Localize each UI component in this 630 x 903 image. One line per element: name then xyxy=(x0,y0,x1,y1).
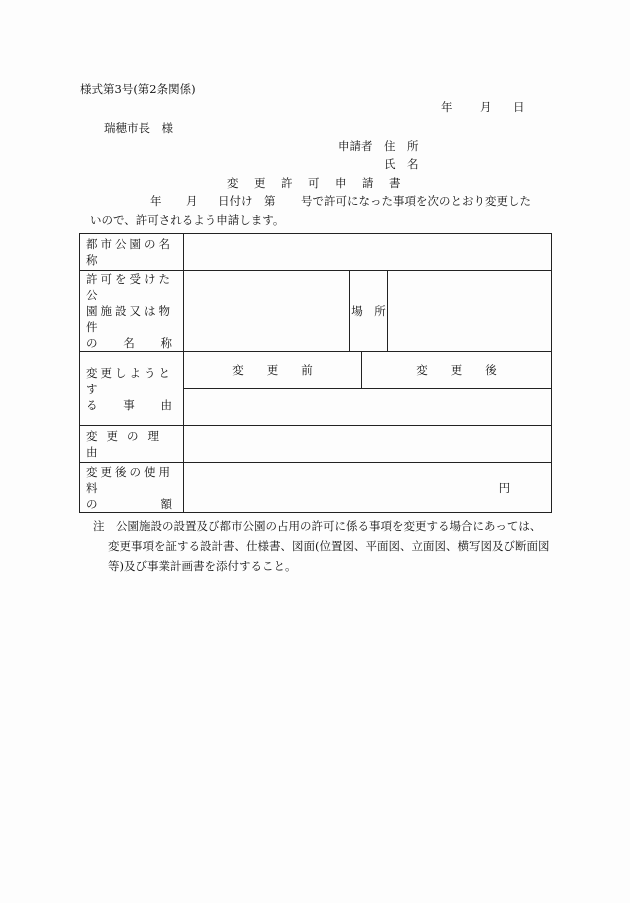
permitted-facility-label xyxy=(80,271,184,352)
reason-label: 変更の理由 xyxy=(80,426,184,463)
addressee: 瑞穂市長 様 xyxy=(104,121,173,135)
applicant-address-label: 申請者 住 所 xyxy=(338,139,419,153)
change-reason-ji: 事 xyxy=(123,397,138,412)
date-year: 年 xyxy=(441,100,453,114)
park-name-label: 都市公園の名称 xyxy=(80,234,184,271)
fee-field[interactable] xyxy=(184,463,552,513)
body-text-2: いので、許可されるよう申請します。 xyxy=(90,213,285,227)
body-year: 年 xyxy=(150,194,162,208)
change-content-field[interactable] xyxy=(184,389,552,426)
form-number: 様式第3号(第2条関係) xyxy=(80,82,196,96)
form-title: 変 更 許 可 申 請 書 xyxy=(227,176,403,190)
fee-label xyxy=(80,463,184,513)
body-month: 月 xyxy=(186,194,198,208)
note-line-3: 等)及び事業計画書を添付すること。 xyxy=(108,559,297,573)
park-name-field[interactable] xyxy=(184,234,552,271)
note xyxy=(93,516,553,576)
location-field[interactable] xyxy=(388,271,552,352)
application-table xyxy=(79,233,552,513)
date-month: 月 xyxy=(480,100,492,114)
permitted-label-line-1: 許可を受けた公 xyxy=(86,272,173,302)
permitted-label-na: 名 xyxy=(123,336,138,350)
body-dated: 日付け xyxy=(218,194,253,208)
yen-unit: 円 xyxy=(498,480,511,495)
fee-label-gaku: 額 xyxy=(160,496,175,511)
permitted-facility-field[interactable] xyxy=(184,271,350,352)
location-label: 場 所 xyxy=(350,271,388,352)
note-line-1: 注 公園施設の設置及び都市公園の占用の許可に係る事項を変更する場合にあっては、 xyxy=(93,519,542,533)
note-line-2: 変更事項を証する設計書、仕様書、図面(位置図、平面図、立面図、横写図及び断面図 xyxy=(108,539,550,553)
change-reason-line-2 xyxy=(86,397,183,413)
change-reason-yu: 由 xyxy=(160,397,175,412)
applicant-name-label: 氏 名 xyxy=(384,157,419,171)
change-reason-line-1: 変更しようとす xyxy=(86,365,173,396)
permitted-label-line-2: 園施設又は物件 xyxy=(86,304,173,334)
permitted-label-no: の xyxy=(86,336,101,350)
change-reason-label xyxy=(80,352,184,426)
after-change-header: 変 更 後 xyxy=(362,352,552,389)
fee-label-line-2 xyxy=(86,496,183,512)
date-day: 日 xyxy=(513,100,525,114)
change-reason-ru: る xyxy=(86,397,101,412)
permitted-label-line-3 xyxy=(86,335,183,351)
permitted-label-sho: 称 xyxy=(160,336,175,350)
reason-field[interactable] xyxy=(184,426,552,463)
body-no: 第 xyxy=(264,194,276,208)
fee-label-no: の xyxy=(86,496,101,511)
fee-label-line-1: 変更後の使用料 xyxy=(86,464,173,495)
before-change-header: 変 更 前 xyxy=(184,352,362,389)
body-text-1: 号で許可になった事項を次のとおり変更した xyxy=(301,194,531,208)
